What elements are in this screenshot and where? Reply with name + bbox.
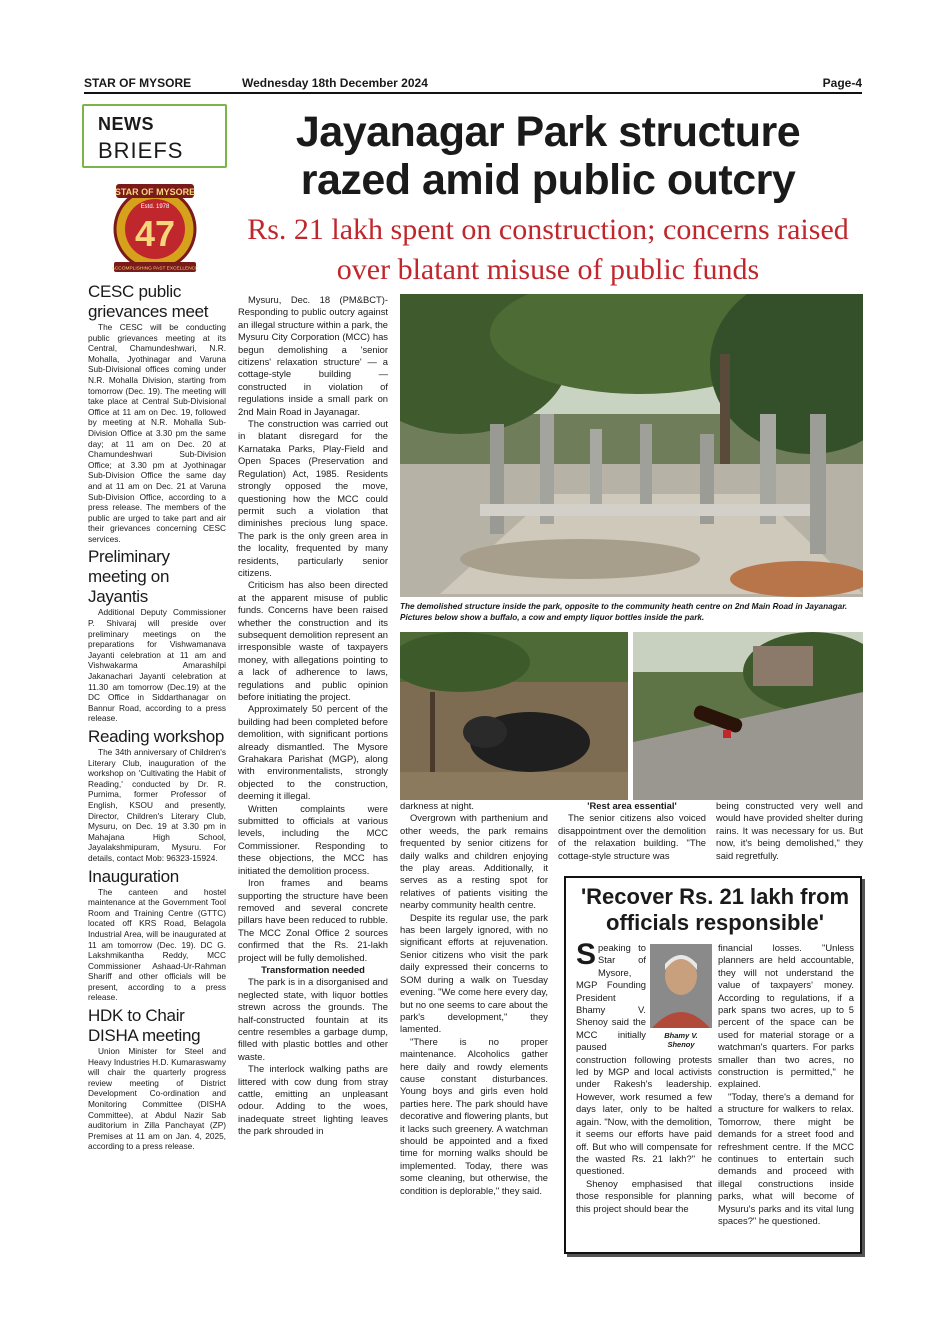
box-lead: peaking to Star of Mysore, MGP Founding President Bhamy V. Shenoy said the MCC initially paused construction following protests led by MGP and local activists under Rakesh's leadership. However, work resumed a few days later, only to be halted again. "Now, with the demolition, it seems our efforts have paid off. But who will compensate for the wasted Rs. 21 lakh?" he questioned. bbox=[576, 942, 712, 1177]
brief-heading: Preliminary meeting on Jayantis bbox=[88, 547, 170, 607]
demolished-structure-photo bbox=[400, 294, 863, 597]
bhamy-shenoy-portrait bbox=[650, 944, 712, 1028]
article-column-1 bbox=[238, 294, 388, 1262]
paragraph: Approximately 50 percent of the building had been completed before demolition, with significant portions already dismantled. The Mysore Grahakara Parishat (MGP), along with environmentalists, strongly objected to the construction, deeming it illegal. bbox=[238, 703, 388, 802]
issue-date: Wednesday 18th December 2024 bbox=[242, 76, 428, 90]
brief-text: The CESC will be conducting public grievances meeting at its Central, Chamundeshwari, N.R. Mohalla, Jyothinagar and Varuna Sub-Divisional offices coming under N.R. Mohalla Division, starting from tomorrow (Dec. 19). The meeting will take place at Central Sub-Divisional Office at 11 am on Dec. 19, followed by meeting at N.R. Mohalla Sub-Division Office at 3.30 pm the same day; at 11 am on Dec. 20 at Chamundeshwari Sub-Division Office; at 3.30 pm at Jyothinagar Sub-Division Office the same day and at 11 am on Dec. 21 at Varuna Sub-Division Office, according to a press release. The members of the public are urged to take part and air their grievances concerning CESC services. bbox=[88, 322, 226, 544]
news-label: NEWS bbox=[98, 114, 154, 134]
news-briefs-sidebar bbox=[82, 104, 227, 1264]
buffalo-photo bbox=[400, 632, 628, 800]
paragraph: The interlock walking paths are littered with cow dung from stray cattle, emitting an unpleasant odour. Adding to the woes, inadequate street lighting leaves the park shrouded in bbox=[238, 1063, 388, 1137]
brief-inauguration bbox=[88, 867, 226, 1004]
drop-cap: S bbox=[576, 942, 597, 971]
subhead-rest-area: 'Rest area essential' bbox=[587, 800, 677, 811]
paragraph: "There is no proper maintenance. Alcoholics gather here daily and rowdy elements cause constant disturbances. Young boys and girls even hold parties here. The park should have decorative and flowering plants, but it lacks such greenery. A watchman should be appointed and a fixed time for morning walks should be implemented. Today, there was some cleaning, but otherwise, the condition is deplorable," they said. bbox=[400, 1035, 548, 1196]
masthead bbox=[84, 74, 862, 94]
brief-reading-workshop bbox=[88, 727, 226, 864]
paragraph: Despite its regular use, the park has been largely ignored, with no significant efforts at rejuvenation. Senior citizens who visit the park daily expressed their concerns to SOM during a walk on Tuesday evening. "We come here every day, but no one seems to care about the park's development," they lamented. bbox=[400, 911, 548, 1035]
article-column-4 bbox=[716, 800, 863, 870]
logo-number: 47 bbox=[134, 213, 176, 254]
brief-disha bbox=[88, 1006, 226, 1152]
subhead-transformation: Transformation needed bbox=[261, 963, 365, 975]
news-briefs-box bbox=[82, 104, 227, 168]
brief-text: The 34th anniversary of Children's Literary Club, inauguration of the workshop on 'Cultivating the Habit of Reading,' conducted by Dr. R. Purnima, former Professor of English, KSOU and presently, Director, Children's Literary Club, Mysuru, on Dec. 19 at 3.30 pm in Mahajana High School, Jayalakshmipuram, Mysuru. For details, contact Mob: 96323-15924. bbox=[88, 747, 226, 863]
paragraph: Written complaints were submitted to officials at various levels, including the MCC Commissioner. Responding to these objections, the MCC has initiated the demolition process. bbox=[238, 802, 388, 876]
recover-funds-box bbox=[564, 876, 862, 1254]
paragraph: Overgrown with parthenium and other weeds, the park remains frequented by senior citizens for daily walks and children enjoying the play areas. Additionally, it serves as a resting spot for relatives of patients visiting the nearby community health centre. bbox=[400, 812, 548, 911]
logo-est: Estd. 1978 bbox=[140, 204, 170, 210]
box-column-left bbox=[576, 942, 712, 1248]
paragraph: The construction was carried out in blatant disregard for the Karnataka Parks, Play-Field and Open Spaces (Preservation and Regulation) Act, 1985. Residents strongly opposed the move, questioning how the MCC could permit such a violation that diminishes precious lung space. The park is the only green area in the locality, frequented by many residents, particularly senior citizens. bbox=[238, 418, 388, 578]
paragraph: darkness at night. bbox=[400, 800, 475, 811]
brief-text: The canteen and hostel maintenance at the Government Tool Room and Training Centre (GTTC) located off KRS Road, Belagola Industrial Area, will be inaugurated at 11 am tomorrow (Dec. 19). DC G. Lakshmikantha Reddy, MCC Commissioner Ashaad-Ur-Rahman Shariff and other officials will be present, according to a press release. bbox=[88, 886, 226, 1003]
briefs-label: BRIEFS bbox=[98, 138, 184, 163]
brief-jayantis bbox=[88, 547, 226, 724]
article-column-2 bbox=[400, 800, 548, 1262]
brief-text: Additional Deputy Commissioner P. Shivaraj will preside over preliminary meetings on the preparations for Vishwamanava Jayanti celebration at 11 am and Vishwakarma Amarashilpi Jakanachari Jayanti celebration at 11.30 am tomorrow (Dec.19) at the DC Office in Siddarthanagar on Bannur Road, according to a press release. bbox=[88, 607, 226, 724]
paper-name: STAR OF MYSORE bbox=[84, 76, 192, 90]
brief-heading: Reading workshop bbox=[88, 727, 225, 746]
logo-ribbon: ACCOMPLISHING PAST EXCELLENCE bbox=[111, 266, 199, 272]
paragraph: Shenoy emphasised that those responsible for planning this project should bear the bbox=[576, 1177, 712, 1214]
star-of-mysore-47-logo bbox=[108, 174, 202, 284]
main-headline: Jayanagar Park structure razed amid public outcry bbox=[295, 108, 801, 204]
paragraph: Iron frames and beams supporting the structure have been removed and several concrete pillars have been reduced to rubble. The MCC Zonal Office 2 sources confirmed that the Rs. 21-lakh project will be fully demolished. bbox=[238, 877, 388, 963]
logo-title: STAR OF MYSORE bbox=[114, 187, 196, 197]
page-number: Page-4 bbox=[822, 76, 862, 90]
box-column-right bbox=[718, 942, 854, 1248]
brief-heading: Inauguration bbox=[88, 866, 179, 886]
paragraph: Mysuru, Dec. 18 (PM&BCT)- Responding to public outcry against an illegal structure within a park, the Mysuru City Corporation (MCC) has begun demolishing a 'senior citizens' relaxation structure' — a cottage-style building — constructed in violation of regulations inside a small park on 2nd Main Road in Jayanagar. bbox=[238, 294, 388, 417]
paragraph: The senior citizens also voiced disappointment over the demolition of the relaxation building. "The cottage-style structure was bbox=[558, 812, 706, 861]
paragraph: financial losses. "Unless planners are held accountable, they will not understand the value of taxpayers' money. According to regulations, if a park spans two acres, up to 5 percent of the space can be used for material storage or a watchman's quarters. For parks smaller than two acres, no construction is permitted," he explained. bbox=[718, 942, 854, 1090]
box-headline: 'Recover Rs. 21 lakh from officials responsible' bbox=[580, 884, 850, 935]
portrait-block bbox=[650, 944, 712, 1050]
paragraph: being constructed very well and would have provided shelter during rains. It was necessary for us. But now, it's being demolished," they said regretfully. bbox=[716, 800, 863, 861]
brief-cesc bbox=[88, 282, 226, 544]
photo-caption: The demolished structure inside the park, opposite to the community heath centre on 2nd Main Road in Jayanagar. Pictures below show a buffalo, a cow and empty liquor bottles inside the park. bbox=[400, 602, 848, 622]
paragraph: The park is in a disorganised and neglected state, with liquor bottles strewn across the grounds. The half-constructed fountain at its centre resembles a garbage dump, filled with plastic bottles and other waste. bbox=[238, 976, 388, 1062]
paragraph: Criticism has also been directed at the apparent misuse of public funds. Concerns have been raised whether the construction and its subsequent demolition represent an irresponsible waste of taxpayers money, with allegations pointing to a lack of adherence to laws, regulations and public opinion before initiating the project. bbox=[238, 579, 388, 702]
article-column-3 bbox=[558, 800, 706, 870]
brief-heading: CESC public grievances meet bbox=[88, 282, 209, 321]
portrait-caption: Bhamy V. Shenoy bbox=[664, 1031, 698, 1050]
brief-heading: HDK to Chair DISHA meeting bbox=[88, 1006, 201, 1046]
cow-and-bottles-photo bbox=[633, 632, 863, 800]
brief-list bbox=[88, 282, 226, 1155]
paragraph: "Today, there's a demand for a structure for walkers to relax. Tomorrow, there might be demands for a street food and refreshment centre. If the MCC continues to entertain such demands and proceed with illegal constructions inside parks, what will become of Mysuru's parks and its vital lung spaces?" he questioned. bbox=[718, 1090, 854, 1226]
brief-text: Union Minister for Steel and Heavy Industries H.D. Kumaraswamy will chair the quarterly progress review meeting of District Development Co-ordination and Monitoring Committee (DISHA Committee), at Abdul Nazir Sab auditorium in Zilla Panchayat (ZP) Premises at 11 am on Jan. 4, 2025, according to a press release. bbox=[88, 1046, 226, 1152]
sub-headline: Rs. 21 lakh spent on construction; concerns raised over blatant misuse of public funds bbox=[247, 213, 849, 286]
